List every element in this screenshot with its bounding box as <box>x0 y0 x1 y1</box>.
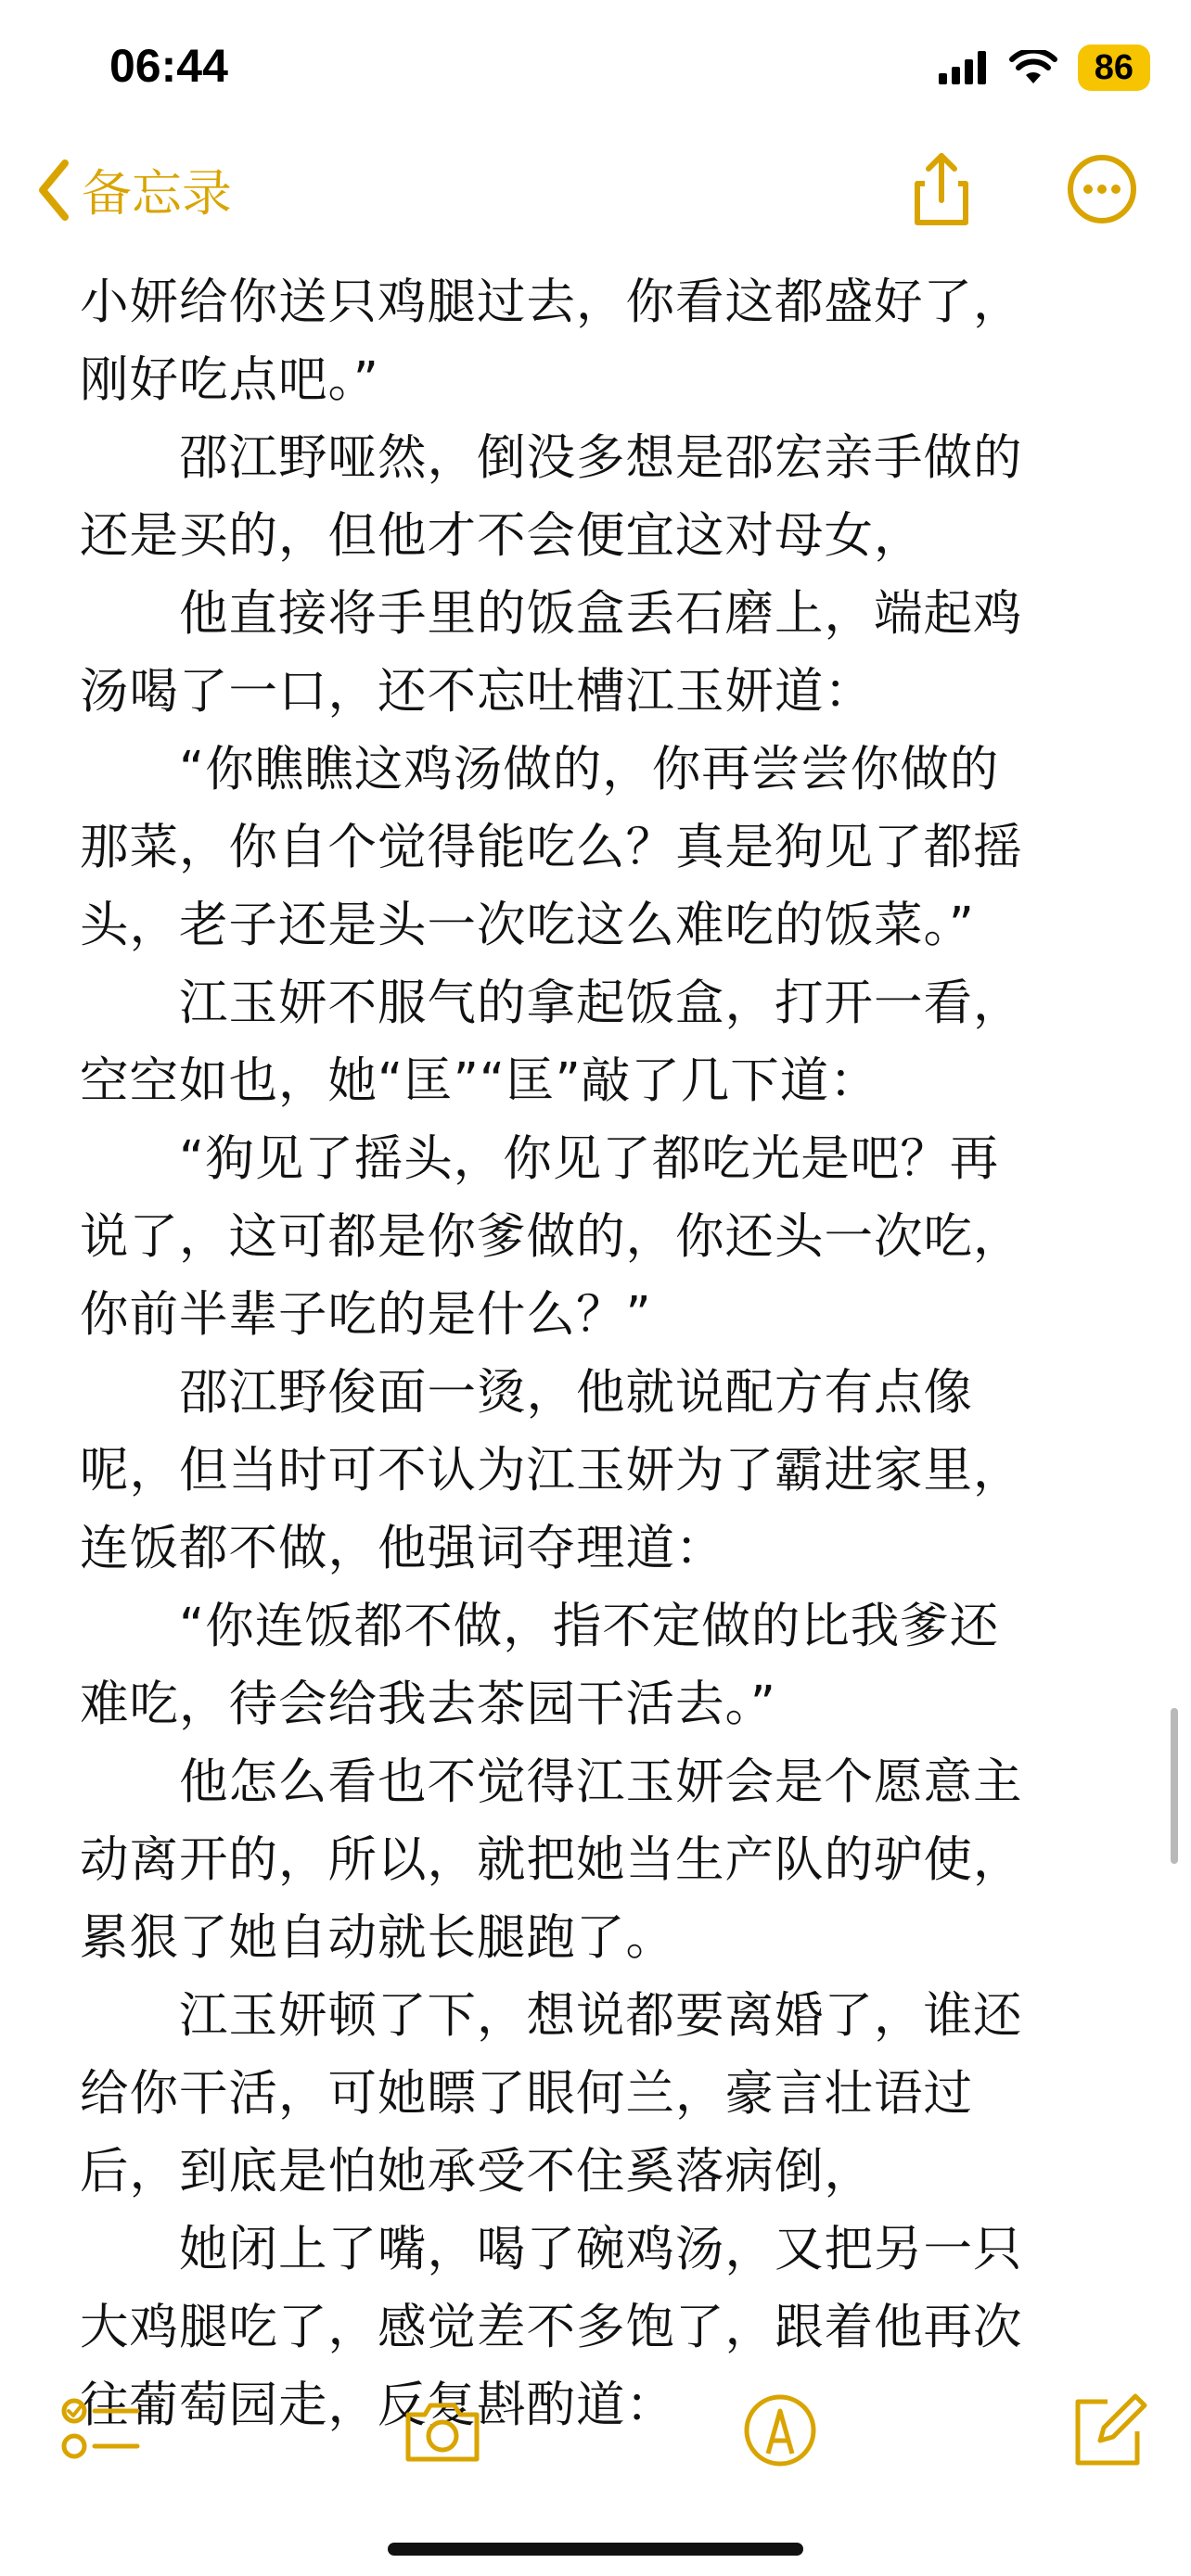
note-line: 小妍给你送只鸡腿过去，你看这都盛好了， <box>80 274 1023 330</box>
markup-icon[interactable] <box>738 2389 822 2472</box>
note-line: 呢，但当时可不认为江玉妍为了霸进家里， <box>80 1442 1023 1498</box>
signal-icon <box>939 51 989 84</box>
share-icon[interactable] <box>904 152 979 226</box>
note-line: 动离开的，所以，就把她当生产队的驴使， <box>80 1831 1023 1888</box>
note-line: 江玉妍不服气的拿起饭盒，打开一看， <box>80 975 1023 1031</box>
note-line: 刚好吃点吧。” <box>80 351 379 408</box>
note-line: 邵江野哑然，倒没多想是邵宏亲手做的 <box>80 429 1023 486</box>
checklist-icon[interactable] <box>59 2389 143 2472</box>
note-line: 大鸡腿吃了，感觉差不多饱了，跟着他再次 <box>80 2299 1023 2355</box>
battery-indicator: 86 <box>1078 45 1150 91</box>
note-line: 江玉妍顿了下，想说都要离婚了，谁还 <box>80 1987 1023 2044</box>
note-line: 连饭都不做，他强词夺理道： <box>80 1520 725 1576</box>
camera-icon[interactable] <box>401 2389 484 2472</box>
note-line: 他怎么看也不觉得江玉妍会是个愿意主 <box>80 1753 1023 1810</box>
note-line: 他直接将手里的饭盒丢石磨上，端起鸡 <box>80 585 1023 642</box>
note-line: 还是买的，但他才不会便宜这对母女， <box>80 507 924 564</box>
scroll-indicator[interactable] <box>1171 1708 1178 1864</box>
chevron-left-icon <box>35 158 72 223</box>
back-button[interactable] <box>35 154 232 225</box>
note-line: “狗见了摇头，你见了都吃光是吧？再 <box>80 1130 1000 1187</box>
nav-bar <box>0 139 1191 250</box>
status-bar <box>0 0 1191 130</box>
note-line: 汤喝了一口，还不忘吐槽江玉妍道： <box>80 663 875 720</box>
note-line: 邵江野俊面一烫，他就说配方有点像 <box>80 1364 974 1421</box>
note-line: 累狠了她自动就长腿跑了。 <box>80 1909 676 1966</box>
status-time: 06:44 <box>109 40 228 92</box>
home-indicator[interactable] <box>388 2543 803 2556</box>
note-line: 给你干活，可她瞟了眼何兰，豪言壮语过 <box>80 2065 974 2122</box>
note-line: 后，到底是怕她承受不住奚落病倒， <box>80 2143 875 2200</box>
note-line: 头，老子还是头一次吃这么难吃的饭菜。” <box>80 897 975 953</box>
note-line: 你前半辈子吃的是什么？” <box>80 1286 652 1343</box>
note-line: “你瞧瞧这鸡汤做的，你再尝尝你做的 <box>80 741 1000 797</box>
status-indicators <box>939 45 1150 91</box>
compose-icon[interactable] <box>1067 2389 1150 2472</box>
note-line: “你连饭都不做，指不定做的比我爹还 <box>80 1598 1000 1654</box>
back-label: 备忘录 <box>82 164 232 223</box>
note-line: 往葡萄园走，反复斟酌道： <box>80 2377 676 2433</box>
note-line: 说了，这可都是你爹做的，你还头一次吃， <box>80 1208 1023 1265</box>
more-icon[interactable] <box>1065 152 1139 226</box>
note-body[interactable] <box>80 263 1119 2444</box>
bottom-toolbar <box>0 2374 1191 2494</box>
note-line: 难吃，待会给我去茶园干活去。” <box>80 1676 776 1732</box>
note-line: 那菜，你自个觉得能吃么？真是狗见了都摇 <box>80 819 1023 875</box>
note-line: 她闭上了嘴，喝了碗鸡汤，又把另一只 <box>80 2221 1023 2277</box>
note-line: 空空如也，她“匡”“匡”敲了几下道： <box>80 1052 879 1109</box>
wifi-icon <box>1009 50 1057 85</box>
